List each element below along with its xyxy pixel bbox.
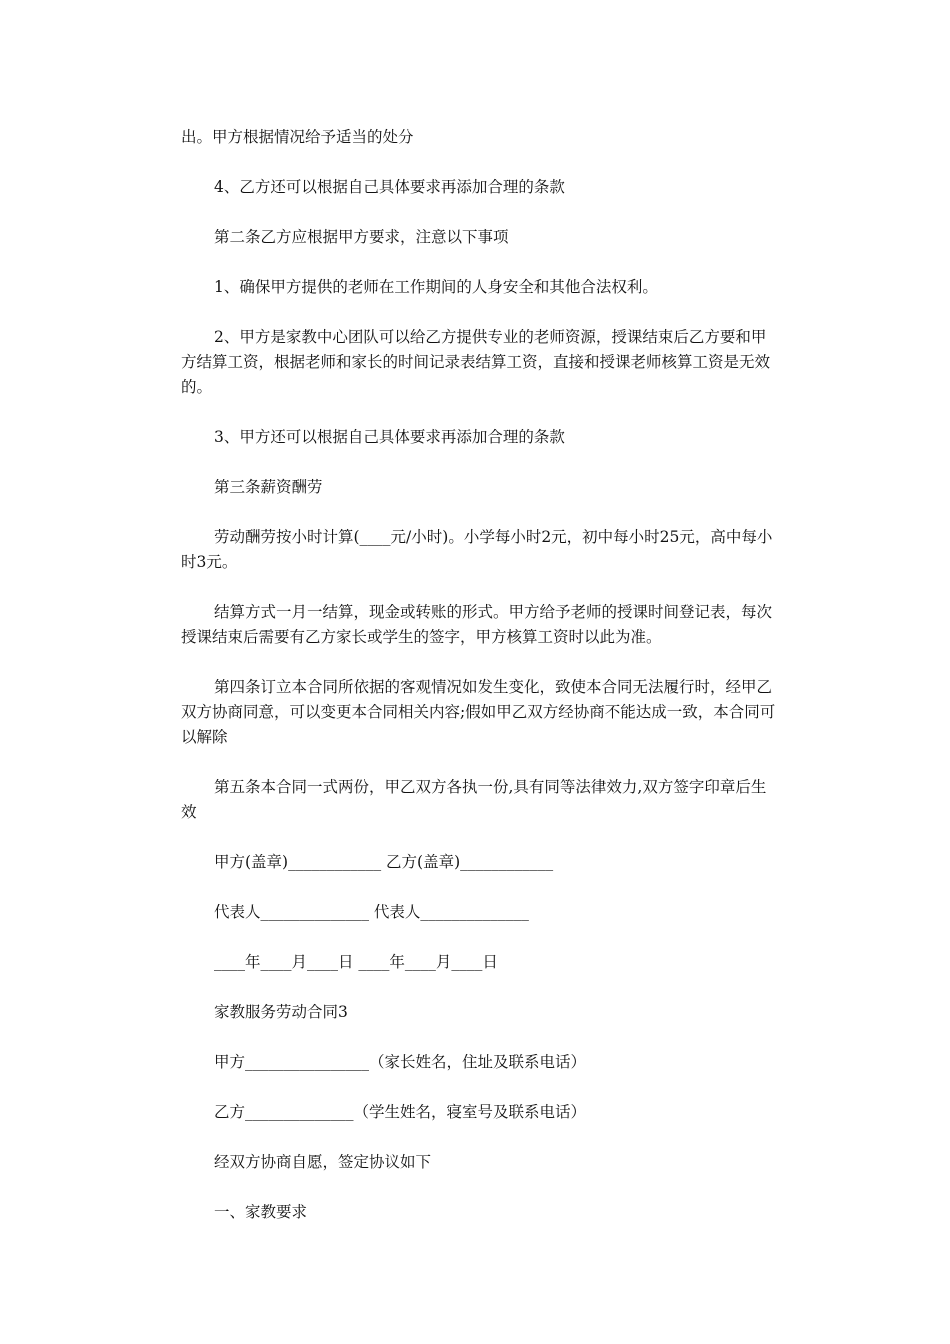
paragraph-article-4: 第四条订立本合同所依据的客观情况如发生变化，致使本合同无法履行时，经甲乙双方协商同意，可以变更本合同相关内容;假如甲乙双方经协商不能达成一致，本合同可以解除 bbox=[181, 678, 776, 746]
paragraph-penalty-end: 出。甲方根据情况给予适当的处分 bbox=[181, 128, 414, 146]
party-b-line: 乙方______________（学生姓名，寝室号及联系电话） bbox=[214, 1103, 587, 1121]
signature-line-representative: 代表人______________ 代表人______________ bbox=[214, 903, 529, 921]
paragraph-article-2-heading: 第二条乙方应根据甲方要求，注意以下事项 bbox=[214, 228, 509, 246]
paragraph-article-2-item-3: 3、甲方还可以根据自己具体要求再添加合理的条款 bbox=[214, 428, 565, 446]
paragraph-article-3-heading: 第三条薪资酬劳 bbox=[214, 478, 323, 496]
signature-line-seal: 甲方(盖章)____________ 乙方(盖章)____________ bbox=[214, 853, 554, 871]
contract-3-title: 家教服务劳动合同3 bbox=[214, 1003, 348, 1021]
paragraph-article-2-item-2: 2、甲方是家教中心团队可以给乙方提供专业的老师资源，授课结束后乙方要和甲方结算工资，根据老师和家长的时间记录表结算工资，直接和授课老师核算工资是无效的。 bbox=[181, 328, 771, 396]
agreement-intro: 经双方协商自愿，签定协议如下 bbox=[214, 1153, 432, 1171]
paragraph-clause-4-b: 4、乙方还可以根据自己具体要求再添加合理的条款 bbox=[214, 178, 565, 196]
paragraph-settlement: 结算方式一月一结算，现金或转账的形式。甲方给予老师的授课时间登记表，每次授课结束后需要有乙方家长或学生的签字，甲方核算工资时以此为准。 bbox=[181, 603, 773, 646]
paragraph-article-5: 第五条本合同一式两份，甲乙双方各执一份,具有同等法律效力,双方签字印章后生效 bbox=[181, 778, 767, 821]
paragraph-article-2-item-1: 1、确保甲方提供的老师在工作期间的人身安全和其他合法权利。 bbox=[214, 278, 658, 296]
signature-line-date: ____年____月____日 ____年____月____日 bbox=[214, 953, 498, 971]
paragraph-hourly-rate: 劳动酬劳按小时计算(____元/小时)。小学每小时2元，初中每小时25元，高中每小时3元。 bbox=[181, 528, 773, 571]
party-a-line: 甲方________________（家长姓名，住址及联系电话） bbox=[214, 1053, 587, 1071]
section-1-heading: 一、家教要求 bbox=[214, 1203, 308, 1221]
